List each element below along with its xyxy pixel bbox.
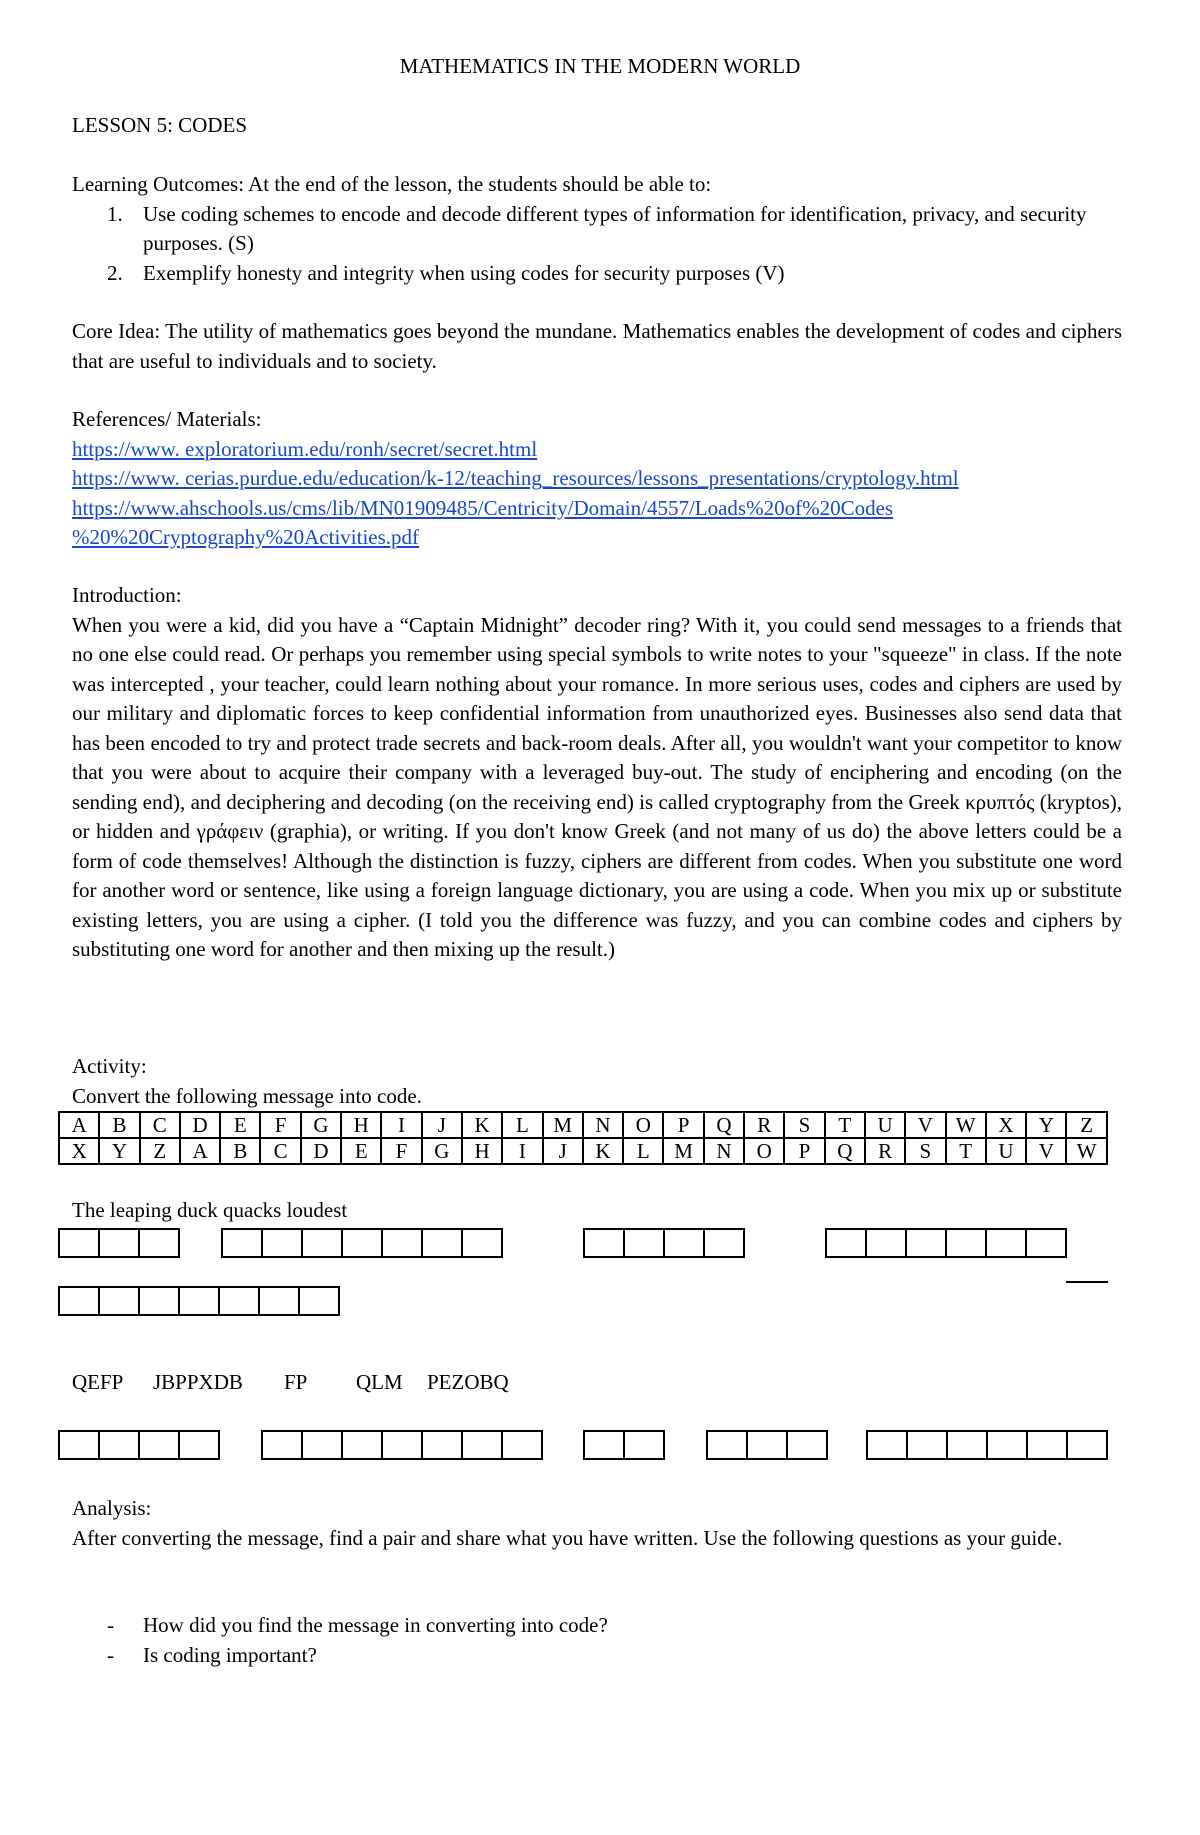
introduction-text: When you were a kid, did you have a “Captain Midnight” decoder ring? With it, you could send messages to a friends that no one else could read. Or perhaps you remember using special symbols to write notes to your "squeeze" in class. If the note was intercepted , your teacher, could learn nothing about your romance. In more serious uses, codes and ciphers are used by our military and diplomatic forces to keep confidential information from unauthorized eyes. Businesses also send data that has been encoded to try and protect trade secrets and back-room deals. After all, you wouldn't want your competitor to know that you were about to acquire their company with a leveraged buy-out. The study of enciphering and encoding (on the sending end), and deciphering and decoding (on the receiving end) is called cryptography from the Greek κρυπτός (kryptos), or hidden and γράφειν (graphia), or writing. If you don't know Greek (and not many of us do) the above letters could be a form of code themselves! Although the distinction is fuzzy, ciphers are different from codes. When you substitute one word for another word or sentence, like using a foreign language dictionary, you are using a code. When you mix up or substitute existing letters, you are using a cipher. (I told you the difference was fuzzy, and you can combine codes and ciphers by substituting one word for another and then mixing up the result.) bbox=[72, 612, 1122, 961]
answer-box[interactable] bbox=[623, 1430, 665, 1460]
answer-box[interactable] bbox=[58, 1430, 100, 1460]
cipher-cell: F bbox=[260, 1112, 300, 1138]
cipher-cell: B bbox=[99, 1112, 139, 1138]
cipher-cell: I bbox=[381, 1112, 421, 1138]
reference-link[interactable]: https://www. exploratorium.edu/ronh/secret/secret.html bbox=[72, 436, 538, 461]
coded-word: QLM bbox=[356, 1370, 403, 1394]
references-label: References/ Materials: bbox=[72, 407, 262, 431]
cipher-cell: S bbox=[905, 1138, 945, 1164]
cipher-cell: T bbox=[946, 1138, 986, 1164]
answer-box[interactable] bbox=[381, 1430, 423, 1460]
answer-box-group[interactable] bbox=[825, 1228, 1067, 1258]
cipher-cell: Z bbox=[1066, 1112, 1107, 1138]
cipher-cell: C bbox=[140, 1112, 180, 1138]
answer-box[interactable] bbox=[261, 1228, 303, 1258]
answer-box[interactable] bbox=[501, 1430, 543, 1460]
questions-list bbox=[72, 1611, 1122, 1670]
answer-box-group[interactable] bbox=[583, 1228, 745, 1258]
cipher-cell: K bbox=[583, 1138, 623, 1164]
answer-box-group[interactable] bbox=[221, 1228, 503, 1258]
cipher-cell: P bbox=[663, 1112, 703, 1138]
cipher-cell: I bbox=[502, 1138, 542, 1164]
cipher-cell: E bbox=[220, 1112, 260, 1138]
cipher-table bbox=[58, 1111, 1108, 1165]
answer-box[interactable] bbox=[341, 1228, 383, 1258]
core-idea: Core Idea: The utility of mathematics goes beyond the mundane. Mathematics enables the development of codes and ciphers that are useful to individuals and to society. bbox=[72, 319, 1122, 373]
coded-word: FP bbox=[284, 1370, 308, 1394]
cipher-cell: C bbox=[260, 1138, 300, 1164]
activity-label: Activity: bbox=[72, 1054, 147, 1078]
answer-box[interactable] bbox=[946, 1430, 988, 1460]
question-item bbox=[107, 1611, 1122, 1641]
answer-box[interactable] bbox=[703, 1228, 745, 1258]
answer-box[interactable] bbox=[138, 1286, 180, 1316]
cipher-cell: P bbox=[784, 1138, 824, 1164]
answer-box[interactable] bbox=[218, 1286, 260, 1316]
cipher-cell: D bbox=[301, 1138, 341, 1164]
outcome-text: Use coding schemes to encode and decode different types of information for identification, privacy, and security purposes. (S) bbox=[143, 201, 1087, 255]
cipher-cell: A bbox=[59, 1112, 99, 1138]
answer-box[interactable] bbox=[58, 1228, 100, 1258]
cipher-cell: W bbox=[1066, 1138, 1107, 1164]
cipher-cell: H bbox=[462, 1138, 502, 1164]
cipher-cell: Z bbox=[140, 1138, 180, 1164]
cipher-cell: J bbox=[422, 1112, 462, 1138]
coded-word: JBPPXDB bbox=[153, 1370, 243, 1394]
cipher-cell: B bbox=[220, 1138, 260, 1164]
reference-link[interactable]: %20%20Cryptography%20Activities.pdf bbox=[72, 525, 420, 549]
dash-mark: - bbox=[107, 1613, 114, 1637]
activity-instruction: Convert the following message into code. bbox=[72, 1084, 422, 1108]
answer-box[interactable] bbox=[381, 1228, 423, 1258]
answer-box[interactable] bbox=[341, 1430, 383, 1460]
answer-box[interactable] bbox=[98, 1228, 140, 1258]
cipher-cell: G bbox=[422, 1138, 462, 1164]
underline-mark bbox=[1066, 1281, 1108, 1283]
outcomes-intro: Learning Outcomes: At the end of the lesson, the students should be able to: bbox=[72, 172, 712, 196]
cipher-cell: G bbox=[301, 1112, 341, 1138]
answer-box[interactable] bbox=[461, 1430, 503, 1460]
answer-box[interactable] bbox=[461, 1228, 503, 1258]
document-title: MATHEMATICS IN THE MODERN WORLD bbox=[399, 54, 801, 78]
question-item bbox=[107, 1641, 1122, 1671]
answer-box[interactable] bbox=[945, 1228, 987, 1258]
answer-box[interactable] bbox=[178, 1286, 220, 1316]
cipher-cell: V bbox=[905, 1112, 945, 1138]
answer-box[interactable] bbox=[985, 1228, 1027, 1258]
answer-box[interactable] bbox=[258, 1286, 300, 1316]
outcome-number: 1. bbox=[107, 201, 123, 226]
cipher-cell: R bbox=[865, 1138, 905, 1164]
answer-box[interactable] bbox=[906, 1430, 948, 1460]
cipher-cell: V bbox=[1026, 1138, 1066, 1164]
outcome-text: Exemplify honesty and integrity when using codes for security purposes (V) bbox=[143, 260, 785, 285]
answer-box-group[interactable] bbox=[866, 1430, 1108, 1460]
outcome-number: 2. bbox=[107, 260, 123, 285]
answer-box[interactable] bbox=[138, 1228, 180, 1258]
answer-box-group[interactable] bbox=[58, 1286, 340, 1316]
cipher-cell: O bbox=[744, 1138, 784, 1164]
references bbox=[72, 405, 1122, 553]
cipher-cell: Q bbox=[704, 1112, 744, 1138]
answer-box[interactable] bbox=[623, 1228, 665, 1258]
answer-box[interactable] bbox=[1066, 1430, 1108, 1460]
cipher-cell: L bbox=[502, 1112, 542, 1138]
cipher-cell: K bbox=[462, 1112, 502, 1138]
answer-box-group[interactable] bbox=[58, 1228, 180, 1258]
answer-box-group[interactable] bbox=[261, 1430, 543, 1460]
cipher-cell: O bbox=[623, 1112, 663, 1138]
cipher-cell: Y bbox=[99, 1138, 139, 1164]
cipher-cell: T bbox=[825, 1112, 865, 1138]
cipher-cell: M bbox=[543, 1112, 583, 1138]
cipher-cell: E bbox=[341, 1138, 381, 1164]
analysis-label: Analysis: bbox=[72, 1496, 152, 1520]
cipher-cell: J bbox=[543, 1138, 583, 1164]
answer-box[interactable] bbox=[786, 1430, 828, 1460]
question-text: How did you find the message in converting into code? bbox=[143, 1613, 608, 1637]
answer-box[interactable] bbox=[301, 1228, 343, 1258]
coded-word: PEZOBQ bbox=[427, 1370, 509, 1394]
message-text: The leaping duck quacks loudest bbox=[72, 1198, 348, 1222]
cipher-cell: W bbox=[946, 1112, 986, 1138]
lesson-heading: LESSON 5: CODES bbox=[72, 113, 248, 137]
answer-box[interactable] bbox=[1025, 1228, 1067, 1258]
answer-box-group[interactable] bbox=[583, 1430, 665, 1460]
cipher-cell: D bbox=[180, 1112, 220, 1138]
question-text: Is coding important? bbox=[143, 1642, 317, 1667]
answer-box[interactable] bbox=[421, 1228, 463, 1258]
answer-box[interactable] bbox=[138, 1430, 180, 1460]
answer-box[interactable] bbox=[221, 1228, 263, 1258]
cipher-cell: X bbox=[59, 1138, 99, 1164]
analysis-questions bbox=[72, 1611, 1122, 1670]
dash-mark: - bbox=[107, 1642, 114, 1667]
learning-outcomes bbox=[72, 170, 1122, 288]
answer-box[interactable] bbox=[1026, 1430, 1068, 1460]
answer-box-group[interactable] bbox=[706, 1430, 828, 1460]
answer-box[interactable] bbox=[663, 1228, 705, 1258]
answer-box[interactable] bbox=[298, 1286, 340, 1316]
cipher-cell: U bbox=[865, 1112, 905, 1138]
answer-box-group[interactable] bbox=[58, 1430, 220, 1460]
answer-box[interactable] bbox=[583, 1430, 625, 1460]
answer-box[interactable] bbox=[98, 1430, 140, 1460]
cipher-cell: M bbox=[663, 1138, 703, 1164]
cipher-cell: X bbox=[986, 1112, 1026, 1138]
answer-box[interactable] bbox=[866, 1430, 908, 1460]
answer-box[interactable] bbox=[98, 1286, 140, 1316]
outcome-item bbox=[107, 200, 1122, 259]
answer-box[interactable] bbox=[746, 1430, 788, 1460]
analysis-text: After converting the message, find a pair and share what you have written. Use the following questions as your guide. bbox=[72, 1525, 1063, 1550]
answer-box[interactable] bbox=[583, 1228, 625, 1258]
answer-box[interactable] bbox=[825, 1228, 867, 1258]
cipher-cell: H bbox=[341, 1112, 381, 1138]
introduction-label: Introduction: bbox=[72, 583, 182, 607]
answer-box[interactable] bbox=[178, 1430, 220, 1460]
cipher-cell: S bbox=[784, 1112, 824, 1138]
plain-alphabet-row bbox=[59, 1112, 1107, 1138]
cipher-alphabet-row bbox=[59, 1138, 1107, 1164]
answer-box[interactable] bbox=[301, 1430, 343, 1460]
cipher-cell: R bbox=[744, 1112, 784, 1138]
reference-link[interactable]: https://www. cerias.purdue.edu/education/k-12/teaching_resources/lessons_presentations/cryptology.html bbox=[72, 466, 959, 490]
answer-box[interactable] bbox=[986, 1430, 1028, 1460]
cipher-cell: A bbox=[180, 1138, 220, 1164]
cipher-cell: Y bbox=[1026, 1112, 1066, 1138]
answer-box[interactable] bbox=[58, 1286, 100, 1316]
cipher-cell: L bbox=[623, 1138, 663, 1164]
cipher-cell: N bbox=[583, 1112, 623, 1138]
answer-box[interactable] bbox=[261, 1430, 303, 1460]
answer-box[interactable] bbox=[865, 1228, 907, 1258]
cipher-cell: Q bbox=[825, 1138, 865, 1164]
outcomes-list bbox=[72, 200, 1122, 289]
answer-box[interactable] bbox=[905, 1228, 947, 1258]
answer-box[interactable] bbox=[421, 1430, 463, 1460]
cipher-cell: U bbox=[986, 1138, 1026, 1164]
reference-link[interactable]: https://www.ahschools.us/cms/lib/MN01909485/Centricity/Domain/4557/Loads%20of%20Codes bbox=[72, 495, 894, 520]
outcome-item bbox=[107, 259, 1122, 289]
answer-box[interactable] bbox=[706, 1430, 748, 1460]
analysis bbox=[72, 1494, 1122, 1553]
introduction bbox=[72, 581, 1122, 965]
coded-word: QEFP bbox=[72, 1370, 124, 1394]
cipher-cell: N bbox=[704, 1138, 744, 1164]
cipher-cell: F bbox=[381, 1138, 421, 1164]
